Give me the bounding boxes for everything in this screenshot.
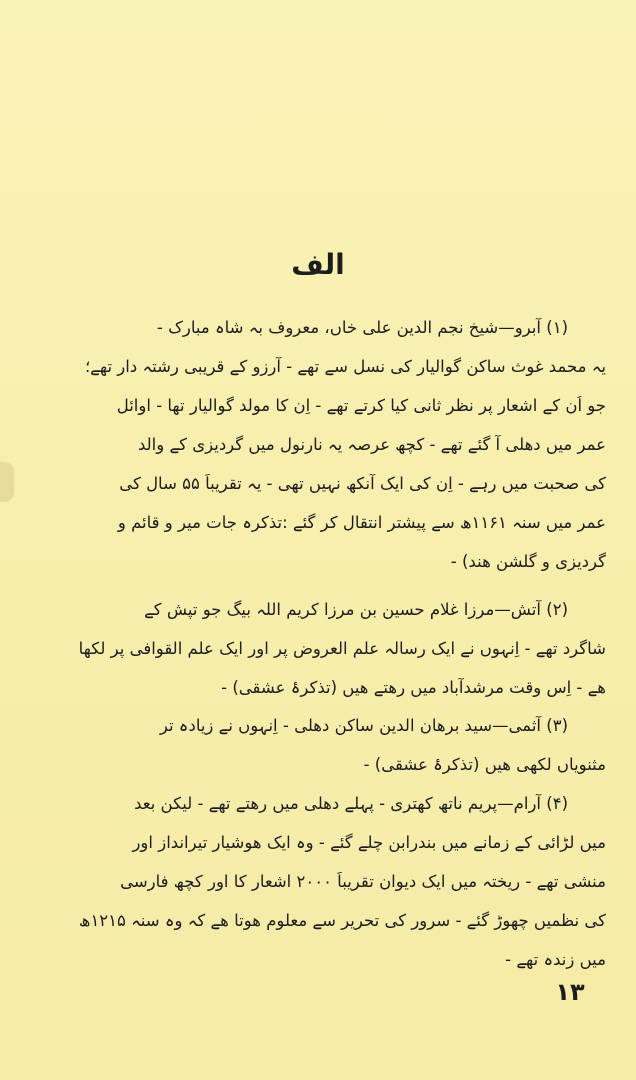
entry-line: شاگرد تھے - اِنہوں نے ایک رسالہ علم العروض پر اور ایک علم القوافی پر لکھا bbox=[78, 639, 606, 658]
entry-line: مثنویاں لکھی ھیں (تذکرۂ عشقی) - bbox=[363, 755, 606, 774]
section-heading: الف bbox=[291, 248, 345, 281]
entry-line: میں زندہ تھے - bbox=[505, 950, 606, 969]
entry-line: منشی تھے - ریختہ میں ایک دیوان تقریباً ۲۰۰۰ اشعار کا اور کچھ فارسی bbox=[120, 872, 606, 891]
paper-stain bbox=[0, 462, 14, 502]
entry-line: (۱) آبرو—شیخ نجم الدین علی خاں، معروف بہ شاہ مبارک - bbox=[156, 318, 568, 337]
entry-line: (۲) آتش—مرزا غلام حسین بن مرزا کریم اللہ بیگ جو تپش کے bbox=[144, 600, 568, 619]
entry-aaraam bbox=[21, 794, 606, 989]
entry-line: یہ محمد غوث ساکن گوالیار کی نسل سے تھے - آرزو کے قریبی رشتہ دار تھے؛ bbox=[84, 357, 606, 376]
entry-line: عمر میں دھلی آ گئے تھے - کچھ عرصہ یہ نارنول میں گردیزی کے والد bbox=[137, 435, 606, 454]
entry-line: (۴) آرام—پریم ناتھ کھتری - پہلے دھلی میں رھتے تھے - لیکن بعد bbox=[134, 794, 568, 813]
entry-line: (۳) آثمی—سید برھان الدین ساکن دھلی - اِنہوں نے زیادہ تر bbox=[159, 716, 568, 735]
entry-abroo bbox=[21, 318, 606, 591]
entry-line: عمر میں سنہ ۱۱۶۱ھ سے پیشتر انتقال کر گئے :تذکرہ جات میر و قائم و bbox=[117, 513, 606, 532]
entry-line: میں لڑائی کے زمانے میں بندرابن چلے گئے - وہ ایک ھوشیار تیرانداز اور bbox=[132, 833, 606, 852]
page-number: ۱۳ bbox=[555, 978, 585, 1006]
entry-line: جو اُن کے اشعار پر نظر ثانی کیا کرتے تھے - اِن کا مولد گوالیار تھا - اوائل bbox=[116, 396, 606, 415]
entry-line: گردیزی و گلشن ھند) - bbox=[450, 552, 606, 571]
entry-line: ھے - اِس وقت مرشدآباد میں رھتے ھیں (تذکرۂ عشقی) - bbox=[221, 678, 606, 697]
entry-line: کی صحبت میں رہے - اِن کی ایک آنکھ نہیں تھی - یہ تقریباً ۵۵ سال کی bbox=[119, 474, 606, 493]
entry-aatish bbox=[21, 600, 606, 717]
entry-line: کی نظمیں چھوڑ گئے - سرور کی تحریر سے معلوم ھوتا ھے کہ وہ سنہ ۱۲۱۵ھ bbox=[78, 911, 606, 930]
entry-aasmi bbox=[21, 716, 606, 794]
